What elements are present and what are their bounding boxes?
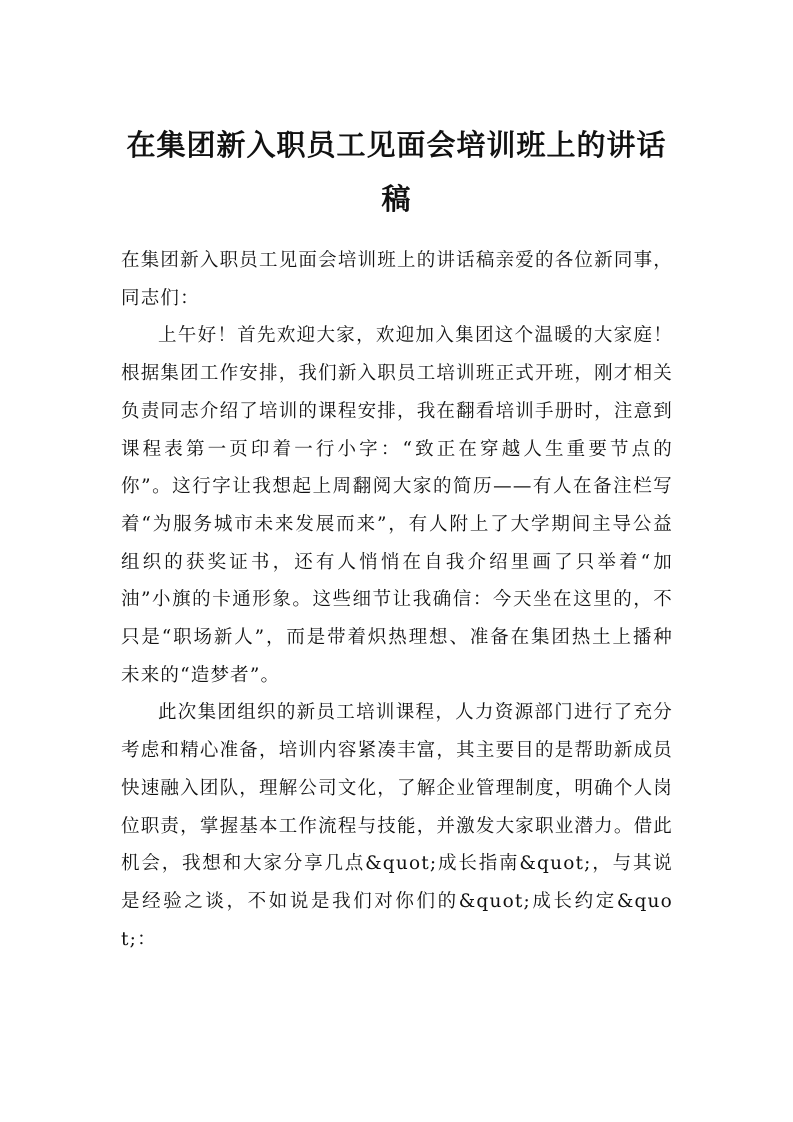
paragraph-welcome: 上午好！首先欢迎大家，欢迎加入集团这个温暖的大家庭！根据集团工作安排，我们新入职员工培训班正式开班，刚才相关负责同志介绍了培训的课程安排，我在翻看培训手册时，注意到课程表第一页印着一行小字：“致正在穿越人生重要节点的你”。这行字让我想起上周翻阅大家的简历——有人在备注栏写着“为服务城市未来发展而来”，有人附上了大学期间主导公益组织的获奖证书，还有人悄悄在自我介绍里画了只举着“加油”小旗的卡通形象。这些细节让我确信：今天坐在这里的，不只是“职场新人”，而是带着炽热理想、准备在集团热土上播种未来的“造梦者”。 <box>121 325 673 686</box>
paragraph-training: 此次集团组织的新员工培训课程，人力资源部门进行了充分考虑和精心准备，培训内容紧凑丰富，其主要目的是帮助新成员快速融入团队，理解公司文化，了解企业管理制度，明确个人岗位职责，掌握基本工作流程与技能，并激发大家职业潜力。借此机会，我想和大家分享几点&quot;成长指南&quot;，与其说是经验之谈，不如说是我们对你们的&quot;成长约定&quot;： <box>121 702 673 950</box>
document-title: 在集团新入职员工见面会培训班上的讲话稿 <box>126 128 667 216</box>
document-body <box>121 242 673 958</box>
paragraph-salutation: 在集团新入职员工见面会培训班上的讲话稿亲爱的各位新同事，同志们： <box>121 250 673 309</box>
